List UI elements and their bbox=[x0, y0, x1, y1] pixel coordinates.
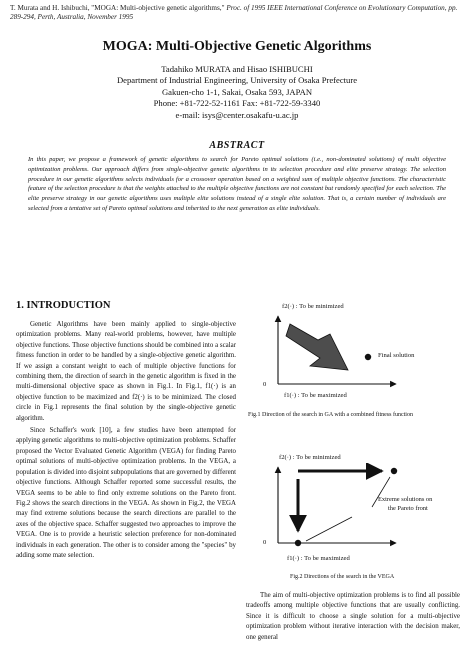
citation-authors: T. Murata and H. Ishibuchi, "MOGA: Multi-objective genetic algorithms," bbox=[10, 4, 225, 12]
fig2-extreme-point-bottom bbox=[295, 540, 301, 546]
paper-title: MOGA: Multi-Objective Genetic Algorithms bbox=[102, 39, 372, 54]
fig1-y-axis-label: f2(·) : To be minimized bbox=[282, 303, 344, 310]
fig2-origin: 0 bbox=[263, 539, 267, 546]
fig2-point-label-line1: Extreme solutions on bbox=[378, 496, 433, 503]
fig2-caption: Fig.2 Directions of the search in the VEGA bbox=[290, 574, 395, 580]
fig2-x-axis-label: f1(·) : To be maximized bbox=[287, 555, 350, 562]
fig1-origin: 0 bbox=[263, 381, 267, 388]
fig1-caption: Fig.1 Direction of the search in GA with a combined fitness function bbox=[248, 412, 413, 418]
fig2-extreme-point-right bbox=[391, 468, 397, 474]
fig1-final-solution-point bbox=[365, 354, 371, 360]
intro-paragraph-1: Genetic Algorithms have been mainly applied to single-objective optimization problems. Many real-world problems, however, have multiple objective functions. Those objective functions should be combined into a scalar fitness function in order to be handled by a single-objective genetic algorithm. If we assign a constant weight to each of multiple objective functions for combining them, the direction of search in the genetic algorithm is fixed in the multi-dimensional objective space as shown in Fig.1. In Fig.1, f1(·) is an objective function to be maximized and f2(·) is to be minimized. The closed circle in Fig.1 represents the final solution by the single-objective genetic algorithm. bbox=[16, 321, 236, 422]
author-block bbox=[0, 64, 474, 121]
left-column-text bbox=[16, 320, 236, 561]
fig2-leader-line-lower bbox=[306, 517, 352, 541]
abstract-body: In this paper, we propose a framework of genetic algorithms to search for Pareto optimal solutions (i.e., non-dominated solutions) of multi objective optimization problems. Our approach differs from single-objective genetic algorithms in its selection procedure and elite preserve strategy. The selection procedure in our genetic algorithms selects individuals for a crossover operation based on a weighted sum of multiple objective functions. The characteristic feature of the selection procedure is that the weights attached to the multiple objective functions are not constant but randomly specified for each selection. The elite preserve strategy in our genetic algorithms uses multiple elite solutions instead of a single elite solution. That is, a certain number of individuals are selected from a tentative set of Pareto optimal solutions and inherited to the next generation as elite individuals. bbox=[28, 156, 446, 212]
right-column-text bbox=[246, 591, 460, 643]
abstract-heading: ABSTRACT bbox=[209, 140, 265, 151]
citation-venue: Proc. of 1995 IEEE International Conference on Evolutionary Computation, pp. 289-294, Perth, Australia, November 1995 bbox=[10, 4, 458, 21]
author-email: e-mail: isys@center.osakafu-u.ac.jp bbox=[175, 109, 299, 120]
author-phone: Phone: +81-722-52-1161 Fax: +81-722-59-3340 bbox=[153, 98, 321, 109]
citation-header bbox=[10, 4, 466, 22]
author-names: Tadahiko MURATA and Hisao ISHIBUCHI bbox=[161, 64, 313, 74]
intro-paragraph-3: The aim of multi-objective optimization problems is to find all possible tradeoffs among multiple objective functions that are usually conflicting. Since it is difficult to choose a single solution for a multi-objective optimization problem without iterative interaction with the decision maker, one general bbox=[246, 592, 460, 641]
fig1-point-label: Final solution bbox=[378, 352, 415, 359]
section-heading-introduction: 1. INTRODUCTION bbox=[16, 300, 111, 311]
author-department: Department of Industrial Engineering, University of Osaka Prefecture bbox=[116, 75, 358, 86]
fig1-x-axis-label: f1(·) : To be maximized bbox=[284, 392, 347, 399]
author-address: Gakuen-cho 1-1, Sakai, Osaka 593, JAPAN bbox=[161, 86, 313, 97]
fig1-plot bbox=[246, 312, 460, 402]
intro-paragraph-2: Since Schaffer's work [10], a few studies have been attempted for applying genetic algorithms to multi-objective optimization problems. Schaffer proposed the Vector Evaluated Genetic Algorithm (VEGA) for finding Pareto optimal solutions of multi-objective optimization problems. In the VEGA, a population is divided into disjoint subpopulations that are governed by different objective functions. Although Schaffer reported some successful results, the VEGA seems to be able to find only extreme solutions on the Pareto front. Fig.2 shows the search directions in the VEGA. As shown in Fig.2, the VEGA may find extreme solutions because the search directions are parallel to the axes of the objective space. Schaffer suggested two approaches to improve the VEGA. One is to provide a heuristic selection preference for non-dominated individuals in each generation. The other is to consider among the "species" by adding some mate selection. bbox=[16, 427, 236, 559]
fig1-search-direction-arrow bbox=[286, 324, 348, 370]
fig2-y-axis-label: f2(·) : To be minimized bbox=[279, 454, 341, 461]
fig2-point-label-line2: the Pareto front bbox=[388, 505, 428, 512]
